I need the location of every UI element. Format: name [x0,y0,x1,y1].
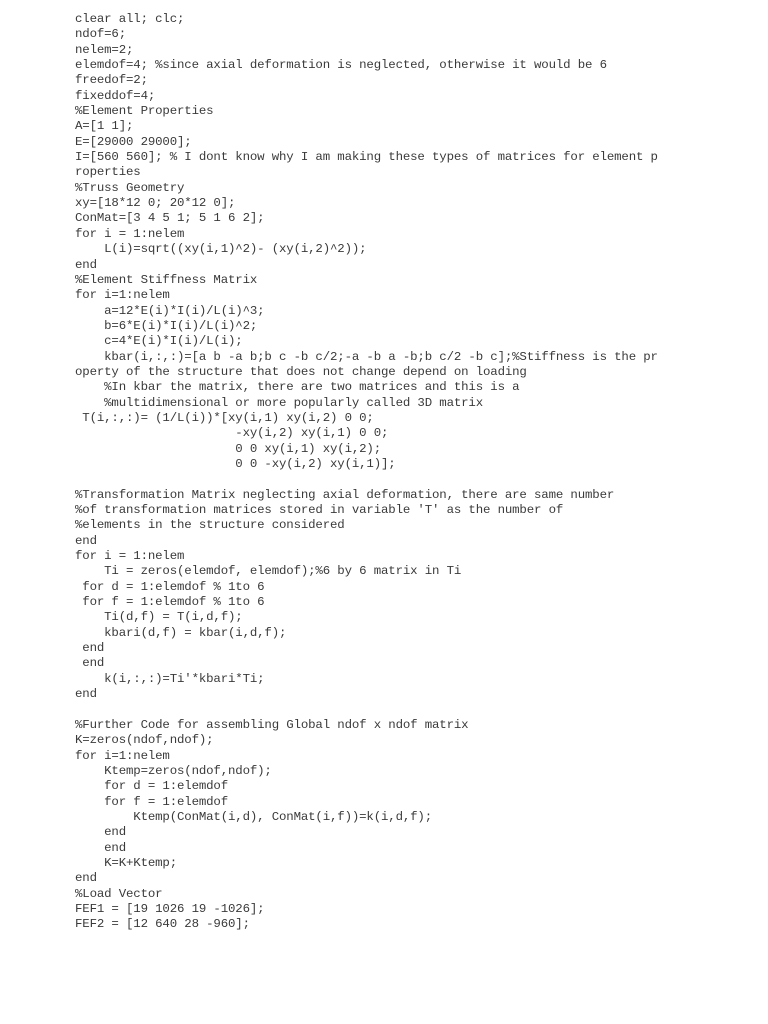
code-line: %Further Code for assembling Global ndof x ndof matrix [75,717,469,732]
code-line: for f = 1:elemdof % 1to 6 [75,595,265,610]
code-line: freedof=2; [75,73,148,88]
code-line: for i=1:nelem [75,748,170,763]
code-line: Ktemp(ConMat(i,d), ConMat(i,f))=k(i,d,f); [75,809,432,824]
code-line: %Load Vector [75,886,163,901]
code-line: ndof=6; [75,27,126,42]
code-line: end [75,656,105,671]
code-line: end [75,825,126,840]
code-line: for i = 1:nelem [75,226,185,241]
code-line: E=[29000 29000]; [75,134,192,149]
code-line: k(i,:,:)=Ti'*kbari*Ti; [75,671,265,686]
code-line: end [75,840,126,855]
code-line: Ti(d,f) = T(i,d,f); [75,610,243,625]
code-line: b=6*E(i)*I(i)/L(i)^2; [75,318,258,333]
code-line: I=[560 560]; % I dont know why I am making these types of matrices for element p [75,150,658,165]
code-line: fixeddof=4; [75,88,156,103]
code-line: end [75,641,105,656]
code-line: end [75,871,97,886]
code-line: %Element Stiffness Matrix [75,272,258,287]
code-line: Ktemp=zeros(ndof,ndof); [75,763,272,778]
code-line: end [75,687,97,702]
code-line: ConMat=[3 4 5 1; 5 1 6 2]; [75,211,265,226]
code-line: elemdof=4; %since axial deformation is neglected, otherwise it would be 6 [75,58,607,73]
code-line [75,472,695,487]
code-line: for f = 1:elemdof [75,794,228,809]
code-line: %Transformation Matrix neglecting axial deformation, there are same number [75,487,615,502]
code-line: FEF2 = [12 640 28 -960]; [75,917,250,932]
code-line: kbari(d,f) = kbar(i,d,f); [75,625,287,640]
code-line: xy=[18*12 0; 20*12 0]; [75,196,236,211]
code-line: operty of the structure that does not change depend on loading [75,364,527,379]
code-line: for d = 1:elemdof % 1to 6 [75,579,265,594]
code-line: c=4*E(i)*I(i)/L(i); [75,334,243,349]
code-line: %multidimensional or more popularly called 3D matrix [75,395,483,410]
code-line: clear all; clc; [75,12,185,26]
code-line: for i=1:nelem [75,288,170,303]
code-line: for i = 1:nelem [75,549,185,564]
code-line: %of transformation matrices stored in variable 'T' as the number of [75,503,564,517]
code-line: Ti = zeros(elemdof, elemdof);%6 by 6 matrix in Ti [75,564,462,579]
code-line: end [75,257,97,272]
code-listing [75,12,695,933]
code-line: A=[1 1]; [75,119,134,134]
code-line: %Truss Geometry [75,180,185,195]
code-line: 0 0 xy(i,1) xy(i,2); [75,441,381,456]
code-line: FEF1 = [19 1026 19 -1026]; [75,901,265,916]
code-line: %Element Properties [75,104,214,119]
code-line: %In kbar the matrix, there are two matrices and this is a [75,380,520,395]
code-line: roperties [75,165,141,180]
code-line: K=zeros(ndof,ndof); [75,733,214,748]
code-line: 0 0 -xy(i,2) xy(i,1)]; [75,456,396,471]
code-line: end [75,533,97,548]
code-line [75,702,695,717]
code-line: T(i,:,:)= (1/L(i))*[xy(i,1) xy(i,2) 0 0; [75,410,374,425]
code-line: L(i)=sqrt((xy(i,1)^2)- (xy(i,2)^2)); [75,242,367,257]
code-line: for d = 1:elemdof [75,779,228,794]
code-line: kbar(i,:,:)=[a b -a b;b c -b c/2;-a -b a -b;b c/2 -b c];%Stiffness is the pr [75,349,658,364]
code-line: K=K+Ktemp; [75,855,177,870]
code-line: -xy(i,2) xy(i,1) 0 0; [75,426,389,441]
code-line: %elements in the structure considered [75,518,345,533]
code-line: a=12*E(i)*I(i)/L(i)^3; [75,303,265,318]
code-line: nelem=2; [75,42,134,57]
